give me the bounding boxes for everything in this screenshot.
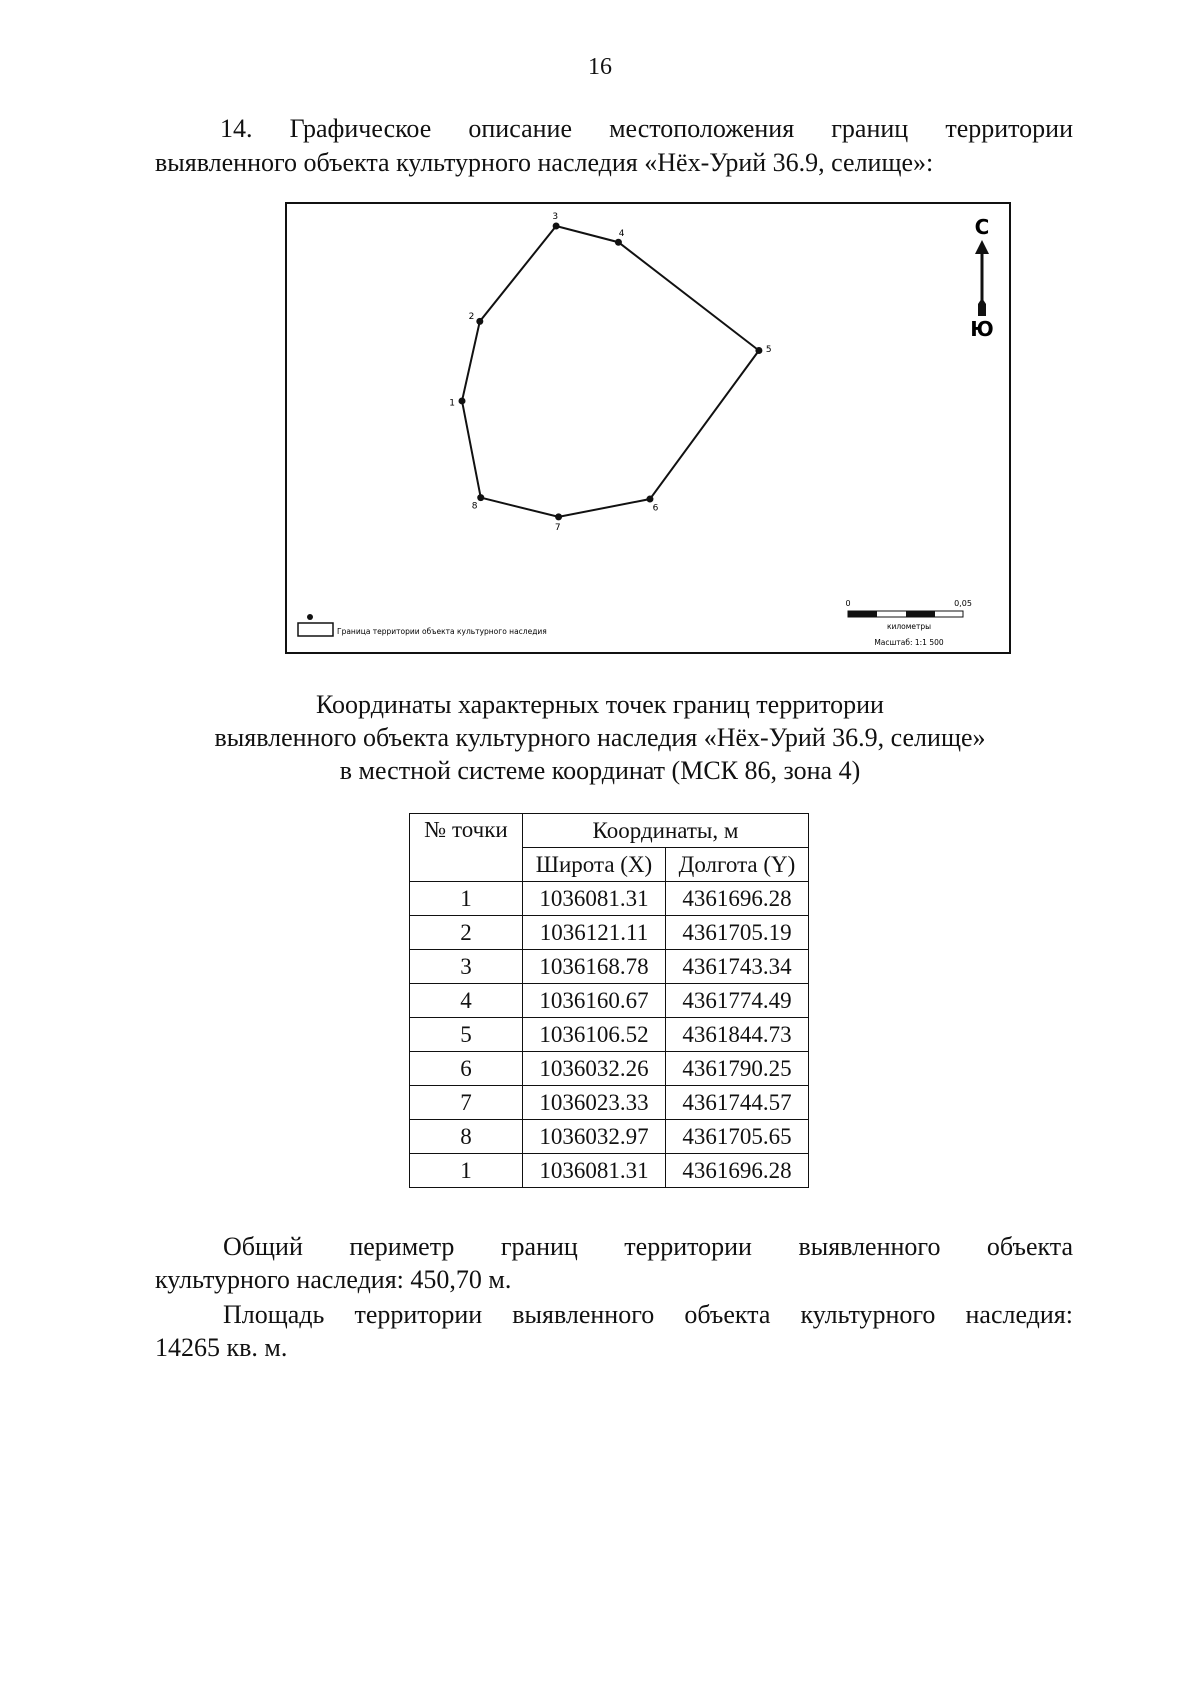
table-row xyxy=(410,1120,809,1154)
boundary-point-label: 5 xyxy=(765,344,772,355)
boundary-point-marker xyxy=(555,513,562,520)
cell-latitude: 1036160.67 xyxy=(523,984,666,1018)
area-line-2: 14265 кв. м. xyxy=(155,1333,288,1362)
page-number: 16 xyxy=(588,54,612,80)
boundary-point-label: 2 xyxy=(468,311,475,322)
coordinates-title-line-3: в местной системе координат (МСК 86, зона 4) xyxy=(339,756,861,785)
cell-latitude: 1036081.31 xyxy=(523,882,666,916)
section-heading-line-2: выявленного объекта культурного наследия «Нёх-Урий 36.9, селище»: xyxy=(155,148,934,177)
cell-point: 4 xyxy=(410,984,523,1018)
legend-boundary-swatch xyxy=(298,623,333,636)
table-row xyxy=(410,984,809,1018)
boundary-point-marker xyxy=(477,494,484,501)
scale-bar-segment-3 xyxy=(906,611,935,617)
cell-point: 6 xyxy=(410,1052,523,1086)
area-line-1: Площадь территории выявленного объекта культурного наследия: xyxy=(223,1300,1073,1329)
cell-latitude: 1036023.33 xyxy=(523,1086,666,1120)
cell-longitude: 4361744.57 xyxy=(666,1086,809,1120)
cell-latitude: 1036121.11 xyxy=(523,916,666,950)
boundary-point-label: 7 xyxy=(554,522,561,533)
boundary-point-label: 6 xyxy=(652,503,659,514)
scale-units-label: километры xyxy=(886,622,932,631)
legend-point-marker xyxy=(307,614,313,620)
table-header-row xyxy=(410,814,809,848)
scale-bar xyxy=(845,599,971,647)
cell-longitude: 4361743.34 xyxy=(666,950,809,984)
cell-longitude: 4361705.19 xyxy=(666,916,809,950)
compass-north-label: С xyxy=(974,215,990,239)
boundary-point-label: 3 xyxy=(552,212,559,223)
table-row xyxy=(410,1052,809,1086)
boundary-point-marker xyxy=(615,239,622,246)
coordinates-title-line-2: выявленного объекта культурного наследия «Нёх-Урий 36.9, селище» xyxy=(214,723,986,752)
cell-longitude: 4361844.73 xyxy=(666,1018,809,1052)
area-text xyxy=(155,1298,1073,1364)
compass-south-label: Ю xyxy=(970,317,994,341)
cell-longitude: 4361774.49 xyxy=(666,984,809,1018)
header-coordinates: Координаты, м xyxy=(523,814,809,848)
boundary-point-marker xyxy=(755,347,762,354)
perimeter-line-2: культурного наследия: 450,70 м. xyxy=(155,1265,512,1294)
boundary-point-label: 8 xyxy=(471,501,478,512)
boundary-point-marker xyxy=(476,318,483,325)
header-longitude: Долгота (Y) xyxy=(666,848,809,882)
scale-zero-label: 0 xyxy=(845,599,851,608)
coordinates-table-body xyxy=(410,882,809,1188)
map-legend xyxy=(298,614,547,636)
cell-latitude: 1036106.52 xyxy=(523,1018,666,1052)
section-heading-line-1: 14. Графическое описание местоположения границ территории xyxy=(220,114,1073,143)
header-latitude: Широта (X) xyxy=(523,848,666,882)
table-row xyxy=(410,950,809,984)
cell-latitude: 1036032.26 xyxy=(523,1052,666,1086)
boundary-points xyxy=(449,212,771,533)
cell-latitude: 1036032.97 xyxy=(523,1120,666,1154)
cell-longitude: 4361705.65 xyxy=(666,1120,809,1154)
cell-point: 1 xyxy=(410,882,523,916)
coordinates-table xyxy=(409,813,809,1188)
north-arrow xyxy=(970,215,993,341)
scale-bar-segment-1 xyxy=(848,611,877,617)
table-row xyxy=(410,916,809,950)
table-row xyxy=(410,1018,809,1052)
cell-latitude: 1036168.78 xyxy=(523,950,666,984)
scale-ratio-label: Масштаб: 1:1 500 xyxy=(874,638,944,647)
boundary-polygon xyxy=(462,226,759,517)
cell-point: 5 xyxy=(410,1018,523,1052)
perimeter-text xyxy=(155,1230,1073,1296)
cell-longitude: 4361696.28 xyxy=(666,1154,809,1188)
boundary-point-marker xyxy=(646,496,653,503)
table-row xyxy=(410,882,809,916)
cell-latitude: 1036081.31 xyxy=(523,1154,666,1188)
cell-point: 2 xyxy=(410,916,523,950)
boundary-point-label: 1 xyxy=(449,398,456,409)
north-arrow-head xyxy=(975,240,989,254)
boundary-point-label: 4 xyxy=(618,228,625,239)
legend-label: Граница территории объекта культурного наследия xyxy=(337,627,547,636)
perimeter-line-1: Общий периметр границ территории выявленного объекта xyxy=(223,1232,1073,1261)
boundary-map xyxy=(285,202,1011,654)
coordinates-title xyxy=(0,688,1200,787)
cell-point: 8 xyxy=(410,1120,523,1154)
cell-point: 3 xyxy=(410,950,523,984)
header-point-number: № точки xyxy=(410,814,523,882)
boundary-point-marker xyxy=(459,397,466,404)
table-row xyxy=(410,1086,809,1120)
table-row xyxy=(410,1154,809,1188)
south-arrow-tail xyxy=(978,298,986,316)
cell-longitude: 4361696.28 xyxy=(666,882,809,916)
summary xyxy=(155,1230,1073,1364)
boundary-point-marker xyxy=(553,223,560,230)
scale-max-label: 0,05 xyxy=(954,599,972,608)
coordinates-title-line-1: Координаты характерных точек границ территории xyxy=(316,690,884,719)
cell-longitude: 4361790.25 xyxy=(666,1052,809,1086)
section-heading xyxy=(155,112,1073,180)
boundary-map-canvas xyxy=(287,204,1009,652)
cell-point: 1 xyxy=(410,1154,523,1188)
cell-point: 7 xyxy=(410,1086,523,1120)
